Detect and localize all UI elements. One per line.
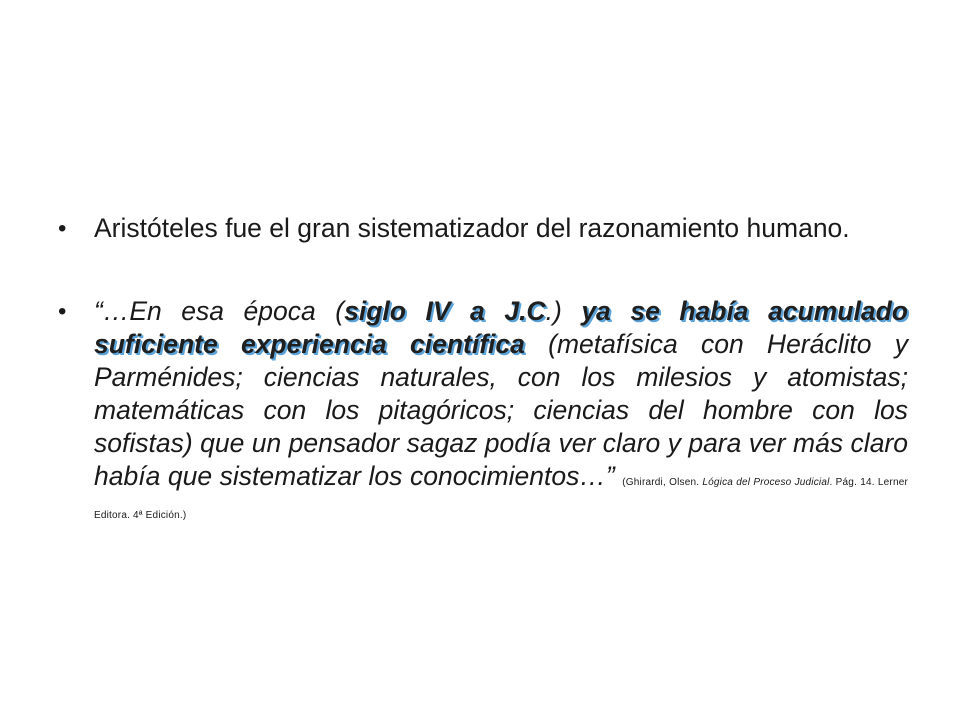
bullet-marker: • <box>58 215 67 242</box>
emphasis-experience: ya se había acumulado suficiente experiencia científica <box>94 296 908 359</box>
bullet-text: Aristóteles fue el gran sistematizador del razonamiento humano. <box>94 213 850 243</box>
quote-rest: (metafísica con Heráclito y Parménides; ciencias naturales, con los milesios y atomistas; matemáticas con los pitagóricos; ciencias del hombre con los sofistas) que un pensador sagaz podía ver claro y para ver más claro había que sistematizar los conocimientos…” <box>94 329 908 491</box>
citation-author: (Ghirardi, Olsen. <box>622 477 703 488</box>
bullet-item-quote <box>58 295 908 526</box>
quote-open: “…En esa época ( <box>94 296 345 326</box>
citation-title: Lógica del Proceso Judicial <box>702 477 830 488</box>
emphasis-century: siglo IV a J.C <box>344 296 546 326</box>
quote-mid: .) <box>545 296 582 326</box>
bullet-marker: • <box>58 298 67 325</box>
citation-details: . Pág. 14. Lerner Editora. 4ª Edición.) <box>94 477 908 521</box>
bullet-list <box>58 212 908 526</box>
quote-text <box>94 295 908 526</box>
bullet-item-aristoteles <box>58 212 908 245</box>
